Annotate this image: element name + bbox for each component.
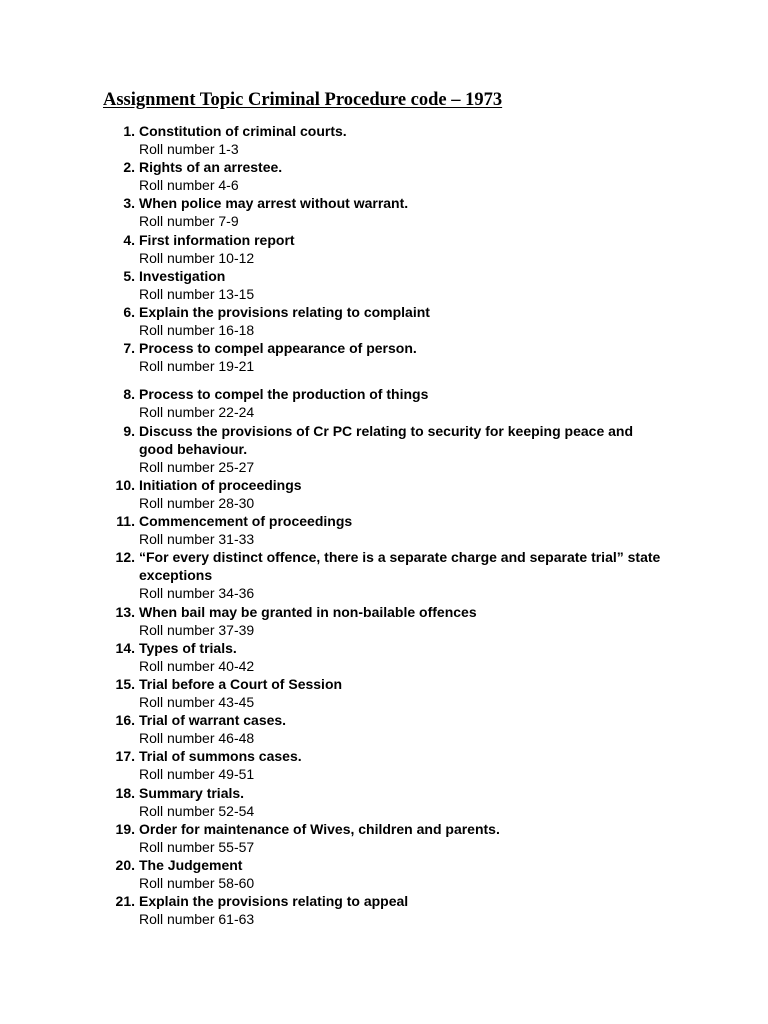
item-roll-number: Roll number 43-45: [139, 694, 255, 711]
item-topic: Trial of warrant cases.: [139, 712, 287, 729]
item-topic: Explain the provisions relating to complaint: [139, 304, 430, 320]
item-topic: Rights of an arrestee.: [139, 159, 283, 176]
item-number: 1.: [123, 123, 135, 139]
item-number: 9.: [123, 422, 135, 439]
item-topic: Trial of summons cases.: [139, 748, 302, 765]
item-topic: Discuss the provisions of Cr PC relating to security for keeping peace and good behaviour.: [139, 422, 634, 457]
item-roll-number: Roll number 13-15: [139, 285, 255, 302]
item-number: 2.: [123, 159, 135, 176]
item-topic: Summary trials.: [139, 784, 245, 801]
item-topic: “For every distinct offence, there is a separate charge and separate trial” state exceptions: [139, 549, 661, 584]
item-roll-number: Roll number 31-33: [139, 531, 255, 548]
item-number: 12.: [115, 549, 135, 566]
item-number: 3.: [123, 195, 135, 212]
item-number: 16.: [115, 712, 135, 729]
item-number: 14.: [115, 639, 135, 656]
item-topic: When police may arrest without warrant.: [139, 195, 409, 212]
item-topic: The Judgement: [139, 857, 243, 873]
item-roll-number: Roll number 25-27: [139, 458, 255, 475]
item-number: 18.: [115, 784, 135, 801]
item-topic: Process to compel the production of things: [139, 386, 429, 403]
item-topic: When bail may be granted in non-bailable offences: [139, 603, 477, 620]
item-number: 13.: [115, 603, 135, 620]
item-topic: Explain the provisions relating to appeal: [139, 893, 409, 910]
item-roll-number: Roll number 58-60: [139, 875, 255, 892]
item-topic: Initiation of proceedings: [139, 476, 302, 493]
item-topic: Trial before a Court of Session: [139, 676, 343, 692]
item-roll-number: Roll number 37-39: [139, 621, 255, 638]
item-roll-number: Roll number 22-24: [139, 404, 255, 421]
item-topic: Types of trials.: [139, 639, 237, 656]
item-roll-number: Roll number 4-6: [139, 177, 239, 194]
item-roll-number: Roll number 19-21: [139, 358, 255, 375]
item-roll-number: Roll number 10-12: [139, 249, 255, 266]
item-roll-number: Roll number 52-54: [139, 802, 255, 819]
item-number: 19.: [115, 820, 135, 837]
item-number: 20.: [115, 857, 135, 873]
item-roll-number: Roll number 46-48: [139, 730, 255, 747]
item-roll-number: Roll number 7-9: [139, 213, 239, 230]
item-number: 5.: [123, 267, 135, 284]
item-roll-number: Roll number 49-51: [139, 766, 255, 783]
item-number: 7.: [123, 340, 135, 357]
item-number: 4.: [123, 231, 135, 248]
item-topic: Constitution of criminal courts.: [139, 123, 347, 139]
item-number: 17.: [115, 748, 135, 765]
item-topic: First information report: [139, 231, 295, 248]
item-number: 6.: [123, 304, 135, 320]
item-roll-number: Roll number 28-30: [139, 494, 255, 511]
item-number: 8.: [123, 386, 135, 403]
item-topic: Investigation: [139, 267, 226, 284]
item-number: 10.: [115, 476, 135, 493]
item-roll-number: Roll number 55-57: [139, 838, 255, 855]
item-number: 15.: [115, 676, 135, 692]
item-topic: Order for maintenance of Wives, children and parents.: [139, 820, 500, 837]
item-roll-number: Roll number 34-36: [139, 585, 255, 602]
document-title: Assignment Topic Criminal Procedure code – 1973: [103, 90, 503, 110]
item-roll-number: Roll number 16-18: [139, 322, 255, 339]
item-roll-number: Roll number 1-3: [139, 141, 239, 158]
item-number: 21.: [115, 893, 135, 910]
item-number: 11.: [116, 513, 135, 530]
item-roll-number: Roll number 40-42: [139, 657, 255, 674]
item-topic: Process to compel appearance of person.: [139, 340, 417, 357]
item-roll-number: Roll number 61-63: [139, 911, 255, 928]
item-topic: Commencement of proceedings: [139, 513, 353, 530]
